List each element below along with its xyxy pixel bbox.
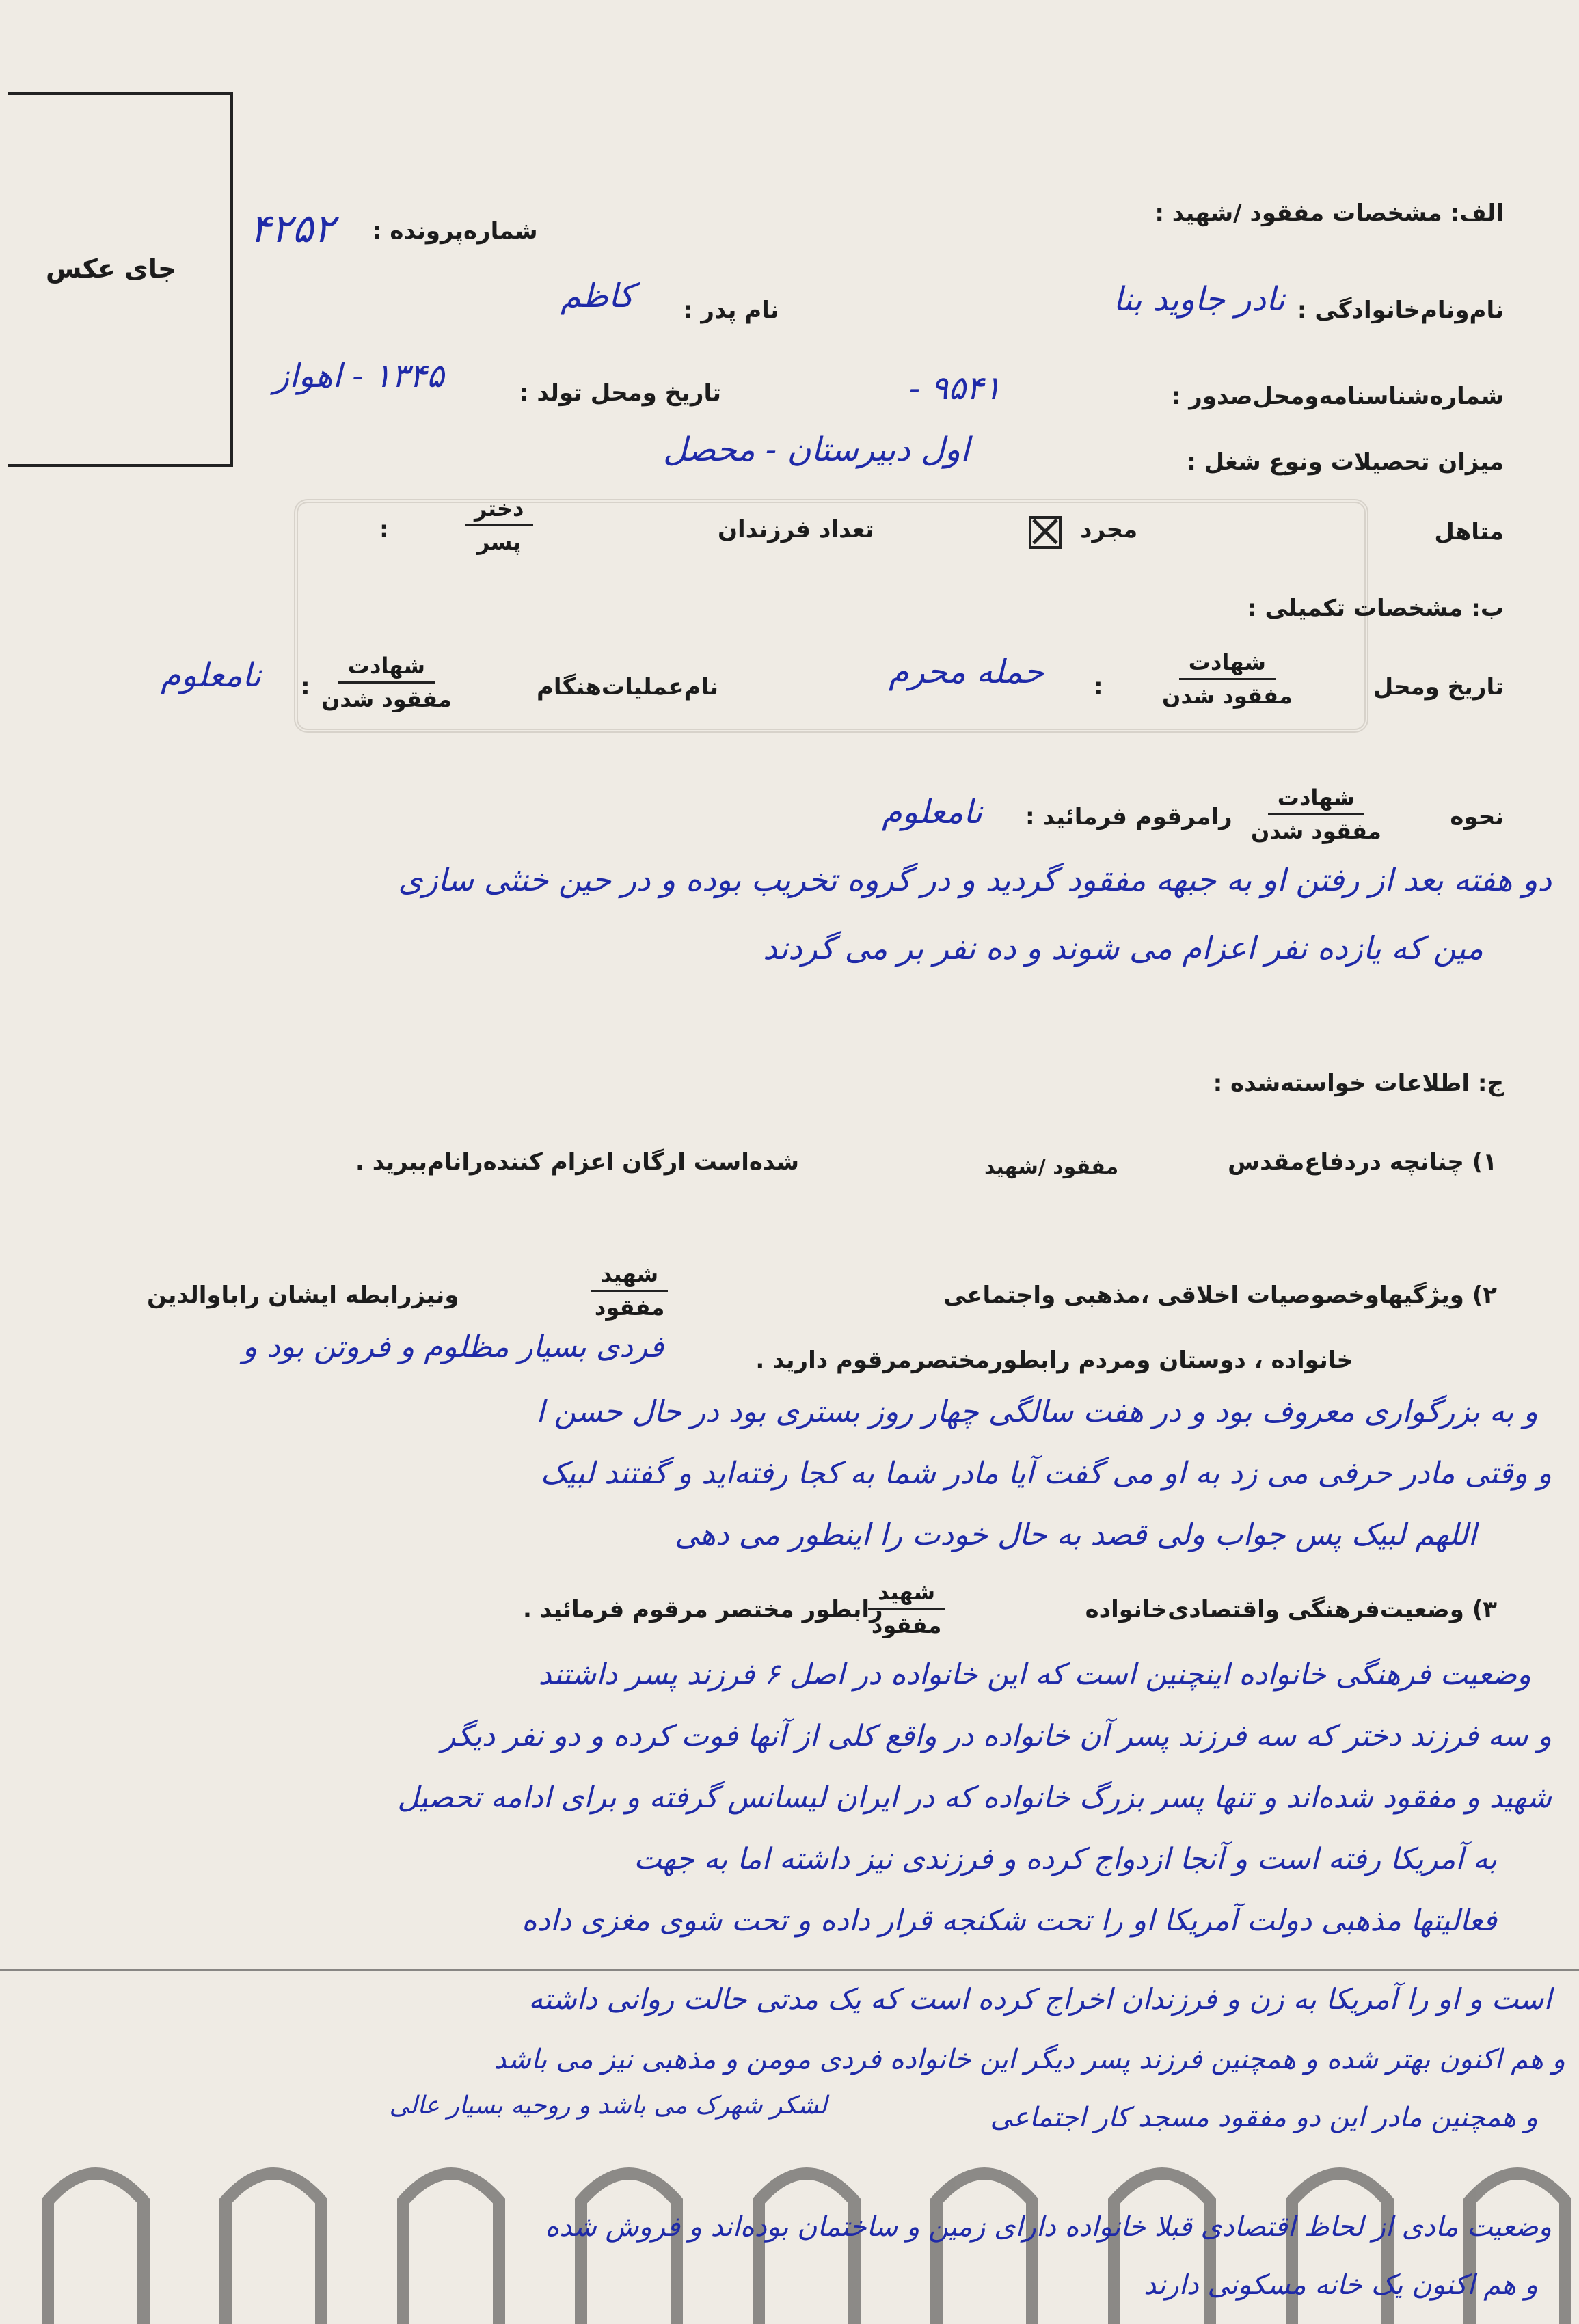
manner-text-1: دو هفته بعد از رفتن او به جبهه مفقود گردید و در گروه تخریب بوده و در حین خنثی سازی [398, 861, 1552, 898]
q2-missing: مفقود [594, 1295, 665, 1321]
q2-fraction [591, 1261, 668, 1321]
operation-value: نامعلوم [161, 656, 262, 694]
q3-prefix: ۳) وضعیت‌فرهنگی واقتصادی‌خانواده [1085, 1596, 1497, 1623]
birth-label: تاریخ ومحل تولد : [519, 379, 722, 407]
q2-answer-line: و به بزرگواری معروف بود و در هفت سالگی چهار روز بستری بود در حال حسن ا [536, 1394, 1538, 1429]
children-fraction [465, 496, 533, 555]
children-colon: : [379, 516, 389, 543]
father-name-label: نام پدر : [684, 297, 779, 324]
operation-missing: مفقود شدن [321, 686, 452, 712]
q3-answer-line: و سه فرزند دختر که سه فرزند پسر آن خانواده در واقع کلی از آنها فوت کرده و دو نفر دیگر [441, 1719, 1552, 1753]
photo-box [8, 92, 233, 467]
manner-suffix: رامرقوم فرمائید : [1025, 803, 1232, 830]
q3-answer-line: وضعیت فرهنگی خانواده اینچنین است که این خانواده در اصل ۶ فرزند پسر داشتند [538, 1658, 1531, 1692]
file-number-value: ۴۲۵۲ [249, 205, 335, 252]
q3-answer-line: است و او را آمریکا به زن و فرزندان اخراج کرده است که یک مدتی حالت روانی داشته [528, 1982, 1552, 2016]
date-place-value: حمله محرم [889, 653, 1044, 691]
q3-martyr: شهید [868, 1579, 945, 1610]
education-value: اول دبیرستان - محصل [663, 431, 970, 469]
q3-answer-line: فعالیتها مذهبی دولت آمریکا او را تحت شکنجه قرار داده و تحت شوی مغزی داده [522, 1904, 1497, 1938]
date-place-martyr: شهادت [1179, 649, 1276, 680]
operation-colon: : [301, 673, 310, 701]
q2-answer-inline: فردی بسیار مظلوم و فروتن بود و [243, 1329, 664, 1364]
family-name-value: نادر جاوید بنا [1113, 280, 1285, 319]
operation-label: نام‌عملیات‌هنگام [537, 673, 719, 701]
q3-answer-line: لشکر شهرک می باشد و روحیه بسیار عالی [389, 2092, 827, 2120]
q2-answer-line: اللهم لبیک پس جواب ولی قصد به حال خودت را اینطور می دهی [675, 1517, 1476, 1552]
single-checkbox [1029, 516, 1062, 549]
manner-text-2: مین که یازده نفر اعزام می شوند و ده نفر بر می گردند [763, 930, 1483, 967]
id-number-label: شماره‌شناسنامه‌ومحل‌صدور : [1171, 383, 1504, 410]
date-place-colon: : [1094, 673, 1103, 701]
operation-martyr: شهادت [338, 653, 435, 684]
page-fold-line [0, 1969, 1579, 1971]
birth-value: ۱۳۴۵ - اهواز [273, 357, 444, 395]
operation-fraction [321, 653, 452, 712]
children-son: پسر [476, 529, 522, 555]
q3-answer-line: به آمریکا رفته است و آنجا ازدواج کرده و فرزندی نیز داشته اما به جهت [634, 1842, 1497, 1876]
q1-suffix: شده‌است ارگان اعزام کننده‌رانام‌ببرید . [355, 1148, 800, 1176]
children-daughter: دختر [465, 496, 533, 526]
manner-martyr: شهادت [1268, 785, 1364, 815]
family-name-label: نام‌ونام‌خانوادگی : [1297, 297, 1504, 324]
id-number-value: ۹۵۴۱ - [909, 369, 1001, 407]
q2-prefix: ۲) ویژگیهاوخصوصیات اخلاقی ،مذهبی واجتماعی [943, 1282, 1497, 1309]
section-b-heading: ب: مشخصات تکمیلی : [1247, 595, 1504, 622]
father-name-value: کاظم [561, 277, 634, 315]
photo-label: جای عکس [46, 254, 177, 284]
q1-prefix: ۱) چنانچه دردفاع‌مقدس [1228, 1148, 1497, 1176]
q3-answer-line: و هم اکنون بهتر شده و همچنین فرزند پسر دیگر این خانواده فردی مومن و مذهبی نیز می باشد [494, 2044, 1565, 2075]
q2-suffix: ونیزرابطه ایشان راباوالدین [147, 1282, 459, 1309]
manner-missing: مفقود شدن [1251, 818, 1381, 844]
date-place-label: تاریخ ومحل [1373, 673, 1504, 701]
q2-line2: خانواده ، دوستان ومردم رابطورمختصرمرقوم دارید . [755, 1347, 1353, 1374]
q3-missing: مفقود [871, 1612, 942, 1638]
q2-martyr: شهید [591, 1261, 668, 1292]
section-c-heading: ج: اطلاعات خواسته‌شده : [1213, 1070, 1504, 1097]
date-place-missing: مفقود شدن [1162, 683, 1293, 709]
q3-answer-line: شهید و مفقود شده‌اند و تنها پسر بزرگ خانواده که در ایران لیسانس گرفته و برای ادامه تحصیل [397, 1781, 1552, 1815]
q4-answer-line: و هم اکنون یک خانه مسکونی دارند [1144, 2269, 1538, 2301]
married-label: متاهل [1434, 518, 1504, 545]
single-label: مجرد [1080, 516, 1138, 543]
file-number-label: شماره‌پرونده : [373, 217, 538, 245]
section-a-heading: الف: مشخصات مفقود /شهید : [1155, 200, 1504, 227]
manner-label: نحوه [1450, 803, 1504, 830]
q2-answer-line: و وقتی مادر حرفی می زد به او می گفت آیا مادر شما به کجا رفته‌اید و گفتند لبیک [540, 1456, 1552, 1491]
q1-fraction: مفقود /شهید [984, 1155, 1119, 1179]
q4-answer-line: وضعیت مادی از لحاظ اقتصادی قبلا خانواده دارای زمین و ساختمان بوده‌اند و فروش شده [545, 2211, 1552, 2243]
date-place-fraction [1162, 649, 1293, 709]
q3-answer-line: و همچنین مادر این دو مفقود مسجد کار اجتماعی [990, 2102, 1538, 2133]
manner-fraction [1251, 785, 1381, 844]
q3-suffix: رابطور مختصر مرقوم فرمائید . [523, 1596, 883, 1623]
education-label: میزان تحصیلات ونوع شغل : [1187, 448, 1504, 476]
manner-value: نامعلوم [882, 793, 983, 831]
children-label: تعداد فرزندان [718, 516, 874, 543]
